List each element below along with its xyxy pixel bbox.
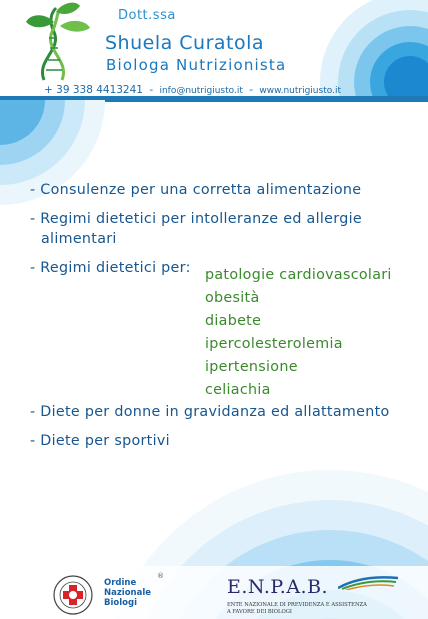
ordine-biologi-seal-icon [52, 574, 94, 616]
dna-leaf-logo-icon [26, 2, 94, 82]
conditions-list [205, 264, 392, 402]
ordine-biologi-text: Ordine Nazionale Biologi [104, 578, 152, 608]
email-link[interactable]: info@nutrigiusto.it [159, 86, 243, 96]
registered-mark: ® [157, 572, 164, 580]
condition-item: ipertensione [205, 359, 298, 375]
website-link[interactable]: www.nutrigiusto.it [259, 86, 341, 96]
contact-line: + 39 338 4413241 - info@nutrigiusto.it - www.nutrigiusto.it [44, 84, 341, 96]
doctor-name: Shuela Curatola [105, 32, 265, 54]
condition-item: ipercolesterolemia [205, 336, 343, 352]
service-item: - Diete per donne in gravidanza ed allattamento [30, 404, 390, 420]
service-item: - Diete per sportivi [30, 433, 170, 449]
phone-number: + 39 338 4413241 [44, 84, 143, 96]
service-item: - Regimi dietetici per intolleranze ed allergie [30, 211, 362, 227]
condition-item: celiachia [205, 382, 271, 398]
title-prefix: Dott.ssa [118, 8, 176, 23]
enpab-logo-title: E.N.P.A.B. [227, 576, 329, 598]
service-item: - Consulenze per una corretta alimentazione [30, 182, 362, 198]
header [0, 0, 428, 96]
service-item: - Regimi dietetici per: [30, 260, 191, 276]
enpab-subtitle: ENTE NAZIONALE DI PREVIDENZA E ASSISTENZA A FAVORE DEI BIOLOGI [227, 602, 367, 615]
doctor-role: Biologa Nutrizionista [106, 56, 287, 74]
condition-item: patologie cardiovascolari [205, 267, 392, 283]
enpab-swoosh-icon [338, 574, 398, 590]
condition-item: diabete [205, 313, 262, 329]
condition-item: obesità [205, 290, 260, 306]
service-item-continuation: alimentari [41, 231, 117, 247]
